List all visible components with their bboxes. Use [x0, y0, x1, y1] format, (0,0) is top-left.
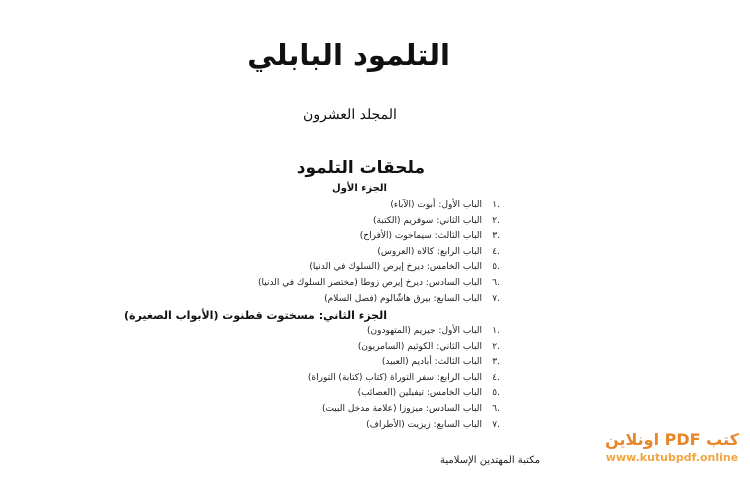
chapter-number: .٢ [492, 215, 500, 226]
chapter-number: .٤ [492, 246, 500, 257]
chapter-item [258, 276, 500, 292]
chapter-number: .١ [492, 326, 500, 336]
chapter-item [308, 386, 500, 402]
chapter-title: الباب الخامس: تيفيلين (العصائب) [357, 388, 482, 399]
chapter-title: الباب السادس: ديرخ إيرص زوطا (مختصر السلوك في الدنيا) [257, 277, 482, 288]
chapter-number: .٣ [492, 231, 500, 242]
chapter-item [258, 260, 500, 276]
book-title: التلمود البابلي [247, 38, 450, 72]
chapter-title: الباب السادس: ميزوزا (علامة مدخل البيت) [321, 403, 482, 414]
chapter-item [308, 371, 500, 387]
watermark [598, 430, 746, 466]
publisher-name: مكتبة المهتدين الإسلامية [440, 455, 541, 466]
chapter-item [308, 418, 500, 434]
chapter-title: الباب الثالث: سيماحوت (الأفراح) [359, 231, 482, 242]
chapter-number: .٥ [492, 388, 500, 399]
chapter-number: .٦ [492, 403, 500, 414]
chapter-item [308, 355, 500, 371]
volume-label: المجلد العشرون [303, 107, 397, 123]
chapter-title: الباب الأول: جيريم (المتهودون) [367, 326, 482, 336]
chapter-title: الباب الخامس: ديرخ إيرص (السلوك في الدنيا) [309, 262, 482, 273]
chapter-number: .٤ [492, 372, 500, 383]
chapter-item [308, 324, 500, 340]
watermark-logo-text: كتب PDF اونلاين [605, 430, 739, 449]
part-2-chapter-list [308, 324, 500, 433]
section-title: ملحقات التلمود [296, 158, 425, 178]
chapter-item [258, 198, 500, 214]
chapter-title: الباب الثالث: أباديم (العبيد) [381, 357, 482, 368]
chapter-title: الباب السابع: زيزيت (الأطراف) [366, 419, 482, 430]
chapter-item [258, 292, 500, 308]
chapter-title: الباب السابع: بيرق هاشّالوم (فصل السلام) [324, 293, 482, 304]
chapter-number: .٥ [492, 262, 500, 273]
part-2-heading: الجزء الثاني: مسختوت قطنوت (الأبواب الصغيرة) [124, 309, 387, 322]
chapter-item [258, 245, 500, 261]
watermark-url: www.kutubpdf.online [605, 451, 739, 464]
chapter-title: الباب الأول: أبوت (الآباء) [390, 200, 482, 210]
chapter-title: الباب الثاني: سوفريم (الكتبة) [373, 215, 482, 226]
part-1-chapter-list [258, 198, 500, 307]
chapter-number: .٢ [492, 341, 500, 352]
part-1-heading: الجزء الأول [332, 183, 387, 194]
chapter-number: .٧ [492, 293, 500, 304]
chapter-item [308, 340, 500, 356]
chapter-title: الباب الرابع: كالاه (العروس) [377, 246, 482, 257]
chapter-title: الباب الرابع: سفر التوراة (كتاب (كتابة) التوراة) [307, 372, 482, 383]
chapter-number: .٦ [492, 277, 500, 288]
chapter-title: الباب الثاني: الكوثيم (السامريون) [357, 341, 482, 352]
chapter-item [258, 229, 500, 245]
chapter-number: .٧ [492, 419, 500, 430]
chapter-item [258, 214, 500, 230]
chapter-number: .٣ [492, 357, 500, 368]
chapter-item [308, 402, 500, 418]
chapter-number: .١ [492, 200, 500, 210]
